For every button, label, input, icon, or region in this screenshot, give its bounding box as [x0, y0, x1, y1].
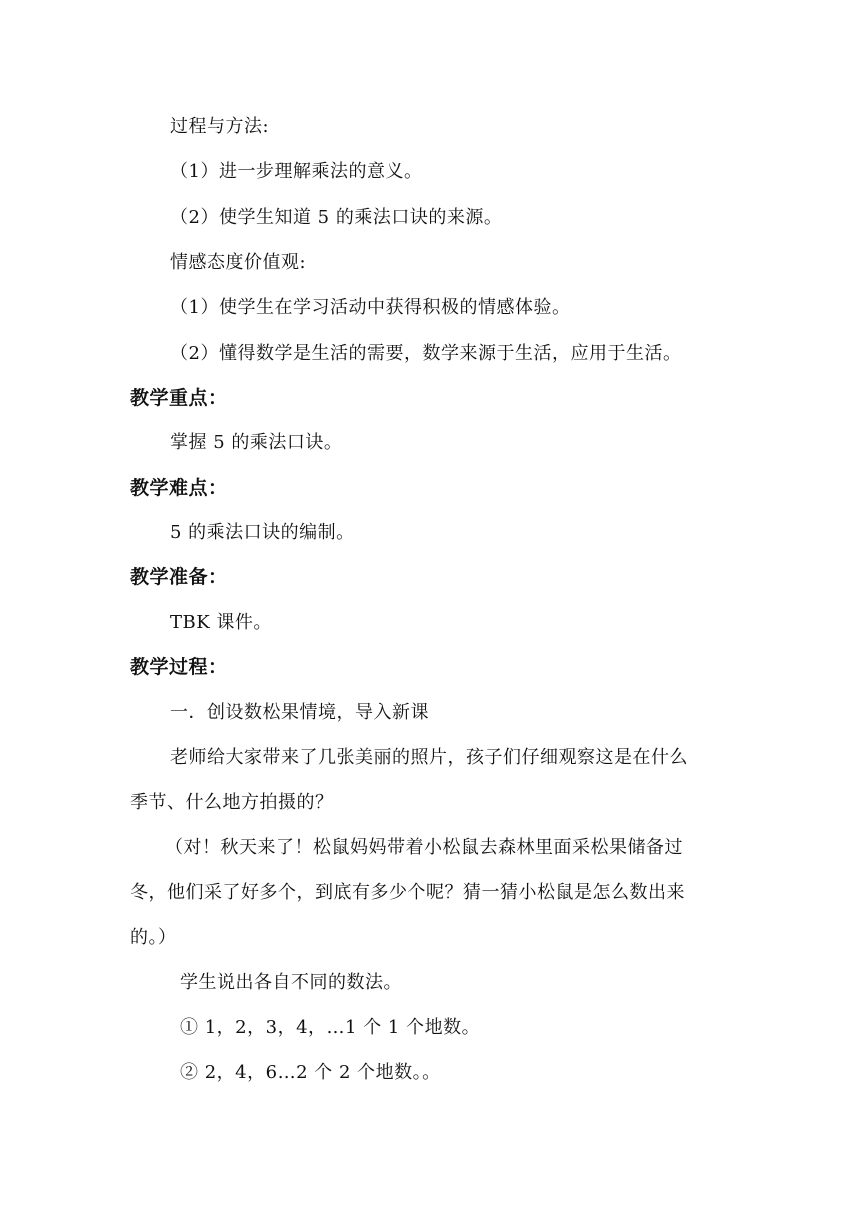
emotion-item-1: （1）使学生在学习活动中获得积极的情感体验。 [170, 297, 571, 318]
process-item-2: （2）使学生知道 5 的乘法口诀的来源。 [170, 207, 503, 228]
paragraph-2-line-3: 的。） [130, 927, 177, 948]
heading-teaching-process: 教学过程： [130, 656, 228, 678]
paragraph-1-line-1: 老师给大家带来了几张美丽的照片，孩子们仔细观察这是在什么 [170, 747, 688, 768]
heading-key-points: 教学重点： [130, 387, 228, 409]
counting-method-2: ② 2，4，6…2 个 2 个地数。。 [180, 1062, 441, 1083]
emotion-item-2: （2）懂得数学是生活的需要，数学来源于生活，应用于生活。 [170, 343, 682, 364]
paragraph-1-line-2: 季节、什么地方拍摄的？ [130, 792, 334, 813]
paragraph-2-line-2: 冬，他们采了好多个，到底有多少个呢？猜一猜小松鼠是怎么数出来 [130, 882, 685, 903]
section-emotion-values: 情感态度价值观: [170, 252, 307, 273]
difficulties-text: 5 的乘法口诀的编制。 [170, 522, 355, 543]
students-methods-intro: 学生说出各自不同的数法。 [180, 972, 402, 993]
step-1-title: 一．创设数松果情境，导入新课 [170, 702, 429, 723]
key-points-text: 掌握 5 的乘法口诀。 [170, 432, 343, 453]
process-item-1: （1）进一步理解乘法的意义。 [170, 161, 423, 182]
paragraph-2-line-1: （对！秋天来了！松鼠妈妈带着小松鼠去森林里面采松果储备过 [165, 837, 683, 858]
section-process-method: 过程与方法: [170, 116, 270, 137]
heading-preparation: 教学准备： [130, 566, 228, 588]
heading-difficulties: 教学难点： [130, 477, 228, 499]
preparation-text: TBK 课件。 [170, 612, 272, 633]
counting-method-1: ① 1，2，3，4，…1 个 1 个地数。 [180, 1017, 481, 1038]
